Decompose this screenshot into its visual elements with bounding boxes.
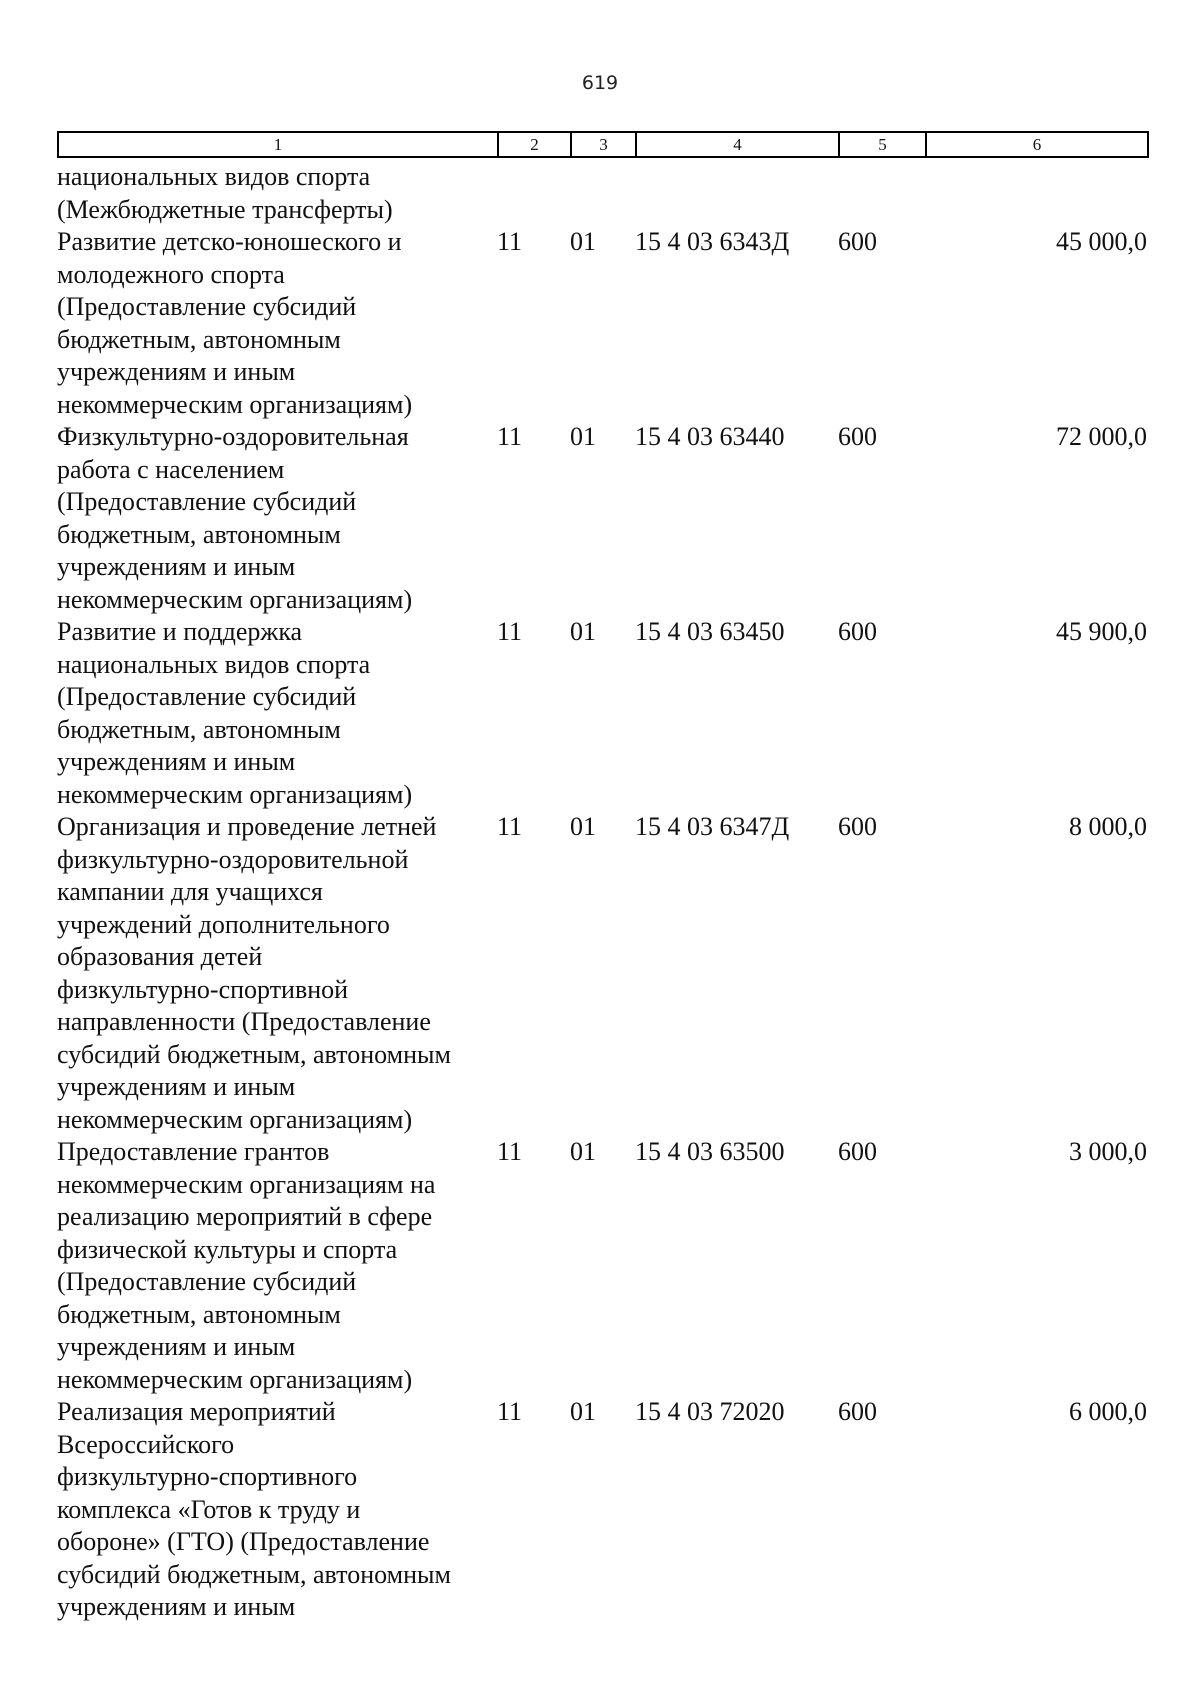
table-row (0, 1396, 1200, 1624)
row-target-article: 15 4 03 6343Д (635, 227, 790, 256)
row-amount: 45 000,0 (1056, 227, 1147, 256)
table-row (0, 161, 1200, 226)
row-target-article: 15 4 03 6347Д (635, 812, 790, 841)
row-subsection: 01 (570, 1397, 596, 1426)
row-expense-type: 600 (838, 1137, 877, 1166)
row-amount: 3 000,0 (1069, 1137, 1147, 1166)
row-subsection: 01 (570, 1137, 596, 1166)
row-target-article: 15 4 03 63450 (635, 617, 785, 646)
row-description: Реализация мероприятий Всероссийского физкультурно-спортивного комплекса «Готов к труду и обороне» (ГТО) (Предоставление субсидий бюджетным, автономным учреждениям и иным (57, 1397, 451, 1621)
page-number: 619 (581, 72, 619, 94)
header-col-1: 1 (58, 132, 498, 157)
header-col-2: 2 (498, 132, 571, 157)
row-section: 11 (497, 617, 523, 646)
table-row (0, 226, 1200, 421)
row-amount: 8 000,0 (1069, 812, 1147, 841)
row-target-article: 15 4 03 63440 (635, 422, 785, 451)
row-section: 11 (497, 422, 523, 451)
header-col-4: 4 (636, 132, 839, 157)
row-section: 11 (497, 227, 523, 256)
row-description: Развитие детско-юношеского и молодежного спорта (Предоставление субсидий бюджетным, автономным учреждениям и иным некоммерческим организациям) (57, 227, 413, 419)
row-target-article: 15 4 03 72020 (635, 1397, 785, 1426)
row-section: 11 (497, 1137, 523, 1166)
row-subsection: 01 (570, 812, 596, 841)
table-row (0, 616, 1200, 811)
header-row (58, 132, 1148, 157)
header-col-5: 5 (839, 132, 926, 157)
row-subsection: 01 (570, 617, 596, 646)
row-description: Развитие и поддержка национальных видов спорта (Предоставление субсидий бюджетным, автономным учреждениям и иным некоммерческим организациям) (57, 617, 413, 809)
header-col-6: 6 (926, 132, 1148, 157)
row-amount: 45 900,0 (1056, 617, 1147, 646)
row-expense-type: 600 (838, 422, 877, 451)
row-target-article: 15 4 03 63500 (635, 1137, 785, 1166)
row-subsection: 01 (570, 227, 596, 256)
row-expense-type: 600 (838, 227, 877, 256)
table-row (0, 811, 1200, 1136)
table-header (57, 131, 1149, 158)
row-expense-type: 600 (838, 617, 877, 646)
row-description: Предоставление грантов некоммерческим организациям на реализацию мероприятий в сфере физической культуры и спорта (Предоставление субсидий бюджетным, автономным учреждениям и иным некоммерческим организациям) (57, 1137, 436, 1394)
row-amount: 6 000,0 (1069, 1397, 1147, 1426)
row-description: национальных видов спорта (Межбюджетные трансферты) (57, 162, 393, 224)
table-row (0, 421, 1200, 616)
row-expense-type: 600 (838, 812, 877, 841)
row-section: 11 (497, 812, 523, 841)
row-expense-type: 600 (838, 1397, 877, 1426)
row-description: Организация и проведение летней физкультурно-оздоровительной кампании для учащихся учреждений дополнительного образования детей физкультурно-спортивной направленности (Предоставление субсидий бюджетным, автономным учреждениям и иным некоммерческим организациям) (57, 812, 451, 1134)
table-body (0, 161, 1200, 1624)
row-section: 11 (497, 1397, 523, 1426)
row-amount: 72 000,0 (1056, 422, 1147, 451)
row-subsection: 01 (570, 422, 596, 451)
table-row (0, 1136, 1200, 1396)
row-description: Физкультурно-оздоровительная работа с населением (Предоставление субсидий бюджетным, автономным учреждениям и иным некоммерческим организациям) (57, 422, 413, 614)
header-col-3: 3 (571, 132, 636, 157)
